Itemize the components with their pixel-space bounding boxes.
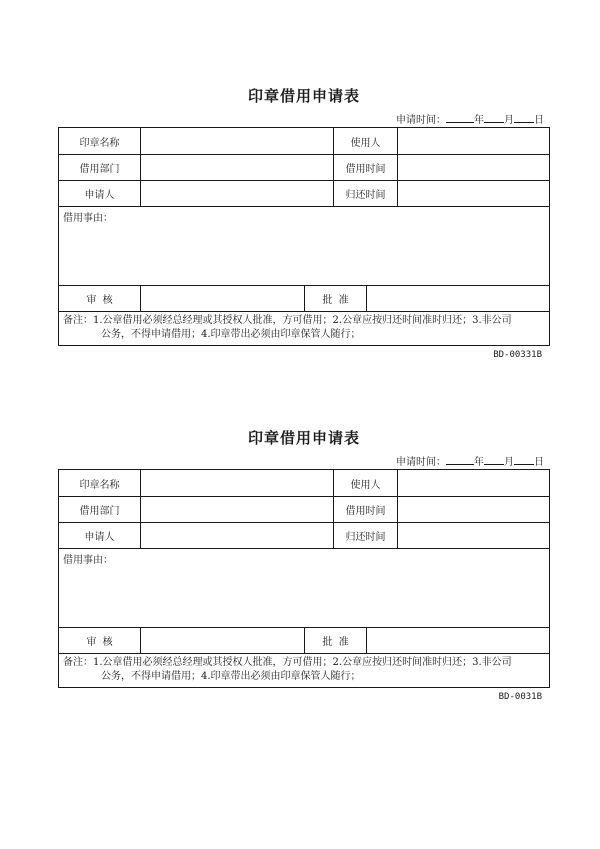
dept-label: 借用部门 — [59, 497, 141, 522]
approve-field[interactable] — [367, 286, 549, 311]
year-blank[interactable] — [446, 453, 474, 465]
date-label: 申请时间： — [396, 115, 446, 126]
dept-field[interactable] — [141, 497, 334, 522]
user-field[interactable] — [398, 470, 549, 496]
seal-borrow-form-1 — [58, 86, 550, 360]
reason-label: 借用事由： — [63, 555, 113, 566]
remarks-line-1: 备注：1.公章借用必须经总经理或其授权人批准，方可借用；2.公章应按归还时间准时归还；3.非公司 — [63, 657, 512, 668]
table-row — [59, 181, 549, 207]
table-row — [59, 470, 549, 497]
user-field[interactable] — [398, 128, 549, 154]
approve-label: 批 准 — [305, 628, 367, 653]
table-row — [59, 128, 549, 155]
approve-field[interactable] — [367, 628, 549, 653]
month-label: 月 — [504, 457, 514, 468]
review-field[interactable] — [141, 628, 305, 653]
reason-field[interactable] — [59, 207, 549, 286]
table-row — [59, 497, 549, 523]
table-row — [59, 628, 549, 654]
reason-field[interactable] — [59, 549, 549, 628]
approve-label: 批 准 — [305, 286, 367, 311]
day-blank[interactable] — [514, 453, 534, 465]
table-row — [59, 523, 549, 549]
month-blank[interactable] — [484, 111, 504, 123]
remarks-line-2: 公务，不得申请借用；4.印章带出必须由印章保管人随行； — [101, 671, 361, 682]
remarks-line-2: 公务，不得申请借用；4.印章带出必须由印章保管人随行； — [101, 329, 361, 340]
month-label: 月 — [504, 115, 514, 126]
year-blank[interactable] — [446, 111, 474, 123]
borrow-time-field[interactable] — [398, 155, 549, 180]
year-label: 年 — [474, 115, 484, 126]
day-label: 日 — [534, 457, 544, 468]
seal-name-field[interactable] — [141, 470, 334, 496]
application-date — [58, 453, 544, 469]
form-code: BD-00331B — [493, 350, 542, 360]
seal-name-label: 印章名称 — [59, 128, 141, 154]
return-time-label: 归还时间 — [334, 181, 398, 206]
dept-label: 借用部门 — [59, 155, 141, 180]
remarks — [59, 312, 549, 346]
remarks — [59, 654, 549, 688]
remarks-line-1: 备注：1.公章借用必须经总经理或其授权人批准，方可借用；2.公章应按归还时间准时归还；3.非公司 — [63, 315, 512, 326]
applicant-label: 申请人 — [59, 523, 141, 548]
seal-name-field[interactable] — [141, 128, 334, 154]
date-label: 申请时间： — [396, 457, 446, 468]
return-time-field[interactable] — [398, 523, 549, 548]
borrow-time-label: 借用时间 — [334, 497, 398, 522]
review-label: 审 核 — [59, 628, 141, 653]
return-time-label: 归还时间 — [334, 523, 398, 548]
borrow-time-field[interactable] — [398, 497, 549, 522]
user-label: 使用人 — [334, 128, 398, 154]
review-label: 审 核 — [59, 286, 141, 311]
table-row — [59, 155, 549, 181]
dept-field[interactable] — [141, 155, 334, 180]
form-table — [58, 127, 550, 346]
applicant-label: 申请人 — [59, 181, 141, 206]
seal-borrow-form-2 — [58, 428, 550, 702]
form-title: 印章借用申请表 — [247, 429, 360, 447]
user-label: 使用人 — [334, 470, 398, 496]
borrow-time-label: 借用时间 — [334, 155, 398, 180]
applicant-field[interactable] — [141, 181, 334, 206]
reason-label: 借用事由： — [63, 213, 113, 224]
form-title: 印章借用申请表 — [247, 87, 360, 105]
seal-name-label: 印章名称 — [59, 470, 141, 496]
form-table — [58, 469, 550, 688]
table-row — [59, 286, 549, 312]
return-time-field[interactable] — [398, 181, 549, 206]
review-field[interactable] — [141, 286, 305, 311]
form-code: BD-0031B — [498, 692, 542, 702]
day-blank[interactable] — [514, 111, 534, 123]
month-blank[interactable] — [484, 453, 504, 465]
application-date — [58, 111, 544, 127]
day-label: 日 — [534, 115, 544, 126]
year-label: 年 — [474, 457, 484, 468]
applicant-field[interactable] — [141, 523, 334, 548]
